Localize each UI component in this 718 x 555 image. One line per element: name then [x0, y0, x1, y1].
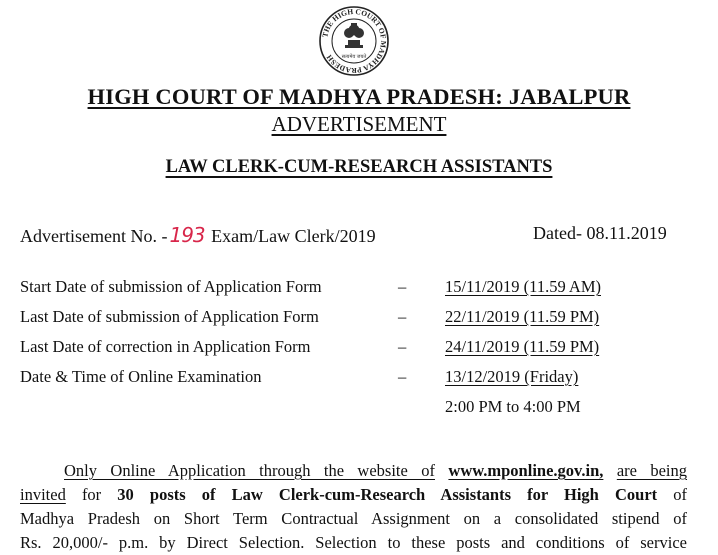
schedule-dash: –: [398, 367, 407, 386]
schedule-label: Date & Time of Online Examination: [20, 367, 262, 386]
schedule-dash: –: [398, 307, 407, 326]
lion-capital-icon: [344, 23, 364, 48]
seal-motto: सत्यमेव जयते: [341, 54, 367, 60]
schedule-dash: –: [398, 277, 407, 296]
paragraph-line: Rs. 20,000/- p.m. by Direct Selection. Selection to these posts and conditions of service: [20, 533, 687, 552]
handwritten-number: 193: [169, 223, 205, 247]
schedule-label: Last Date of submission of Application Form: [20, 307, 319, 326]
dated-text: Dated- 08.11.2019: [533, 223, 667, 243]
schedule-value: 22/11/2019 (11.59 PM): [445, 307, 600, 326]
schedule-value: 24/11/2019 (11.59 PM): [445, 337, 600, 356]
advertisement-prefix: Advertisement No. -: [20, 226, 168, 246]
body-paragraph: [20, 459, 687, 555]
post-heading: LAW CLERK-CUM-RESEARCH ASSISTANTS: [165, 157, 553, 177]
schedule-label: Start Date of submission of Application Form: [20, 277, 322, 296]
paragraph-line: invited for 30 posts of Law Clerk-cum-Research Assistants for High Court of: [20, 485, 687, 504]
paragraph-line: Only Online Application through the website of www.mponline.gov.in, are being: [64, 461, 688, 480]
schedule-value: 13/12/2019 (Friday): [445, 367, 579, 386]
court-seal-emblem: [305, 5, 403, 77]
document-type-heading: ADVERTISEMENT: [271, 112, 447, 136]
schedule-dash: –: [398, 337, 407, 356]
advertisement-number-line: [20, 223, 376, 247]
paragraph-line: Madhya Pradesh on Short Term Contractual Assignment on a consolidated stipend of: [20, 509, 687, 528]
schedule-value: 15/11/2019 (11.59 AM): [445, 277, 601, 296]
website-link[interactable]: www.mponline.gov.in,: [448, 461, 604, 480]
court-title: HIGH COURT OF MADHYA PRADESH: JABALPUR: [87, 84, 631, 109]
schedule-value-line2: 2:00 PM to 4:00 PM: [445, 397, 581, 416]
advertisement-suffix: Exam/Law Clerk/2019: [211, 226, 376, 246]
seal-ring-text: THE HIGH COURT OF MADHYA PRADESH: [320, 6, 389, 76]
schedule-label: Last Date of correction in Application Form: [20, 337, 311, 356]
